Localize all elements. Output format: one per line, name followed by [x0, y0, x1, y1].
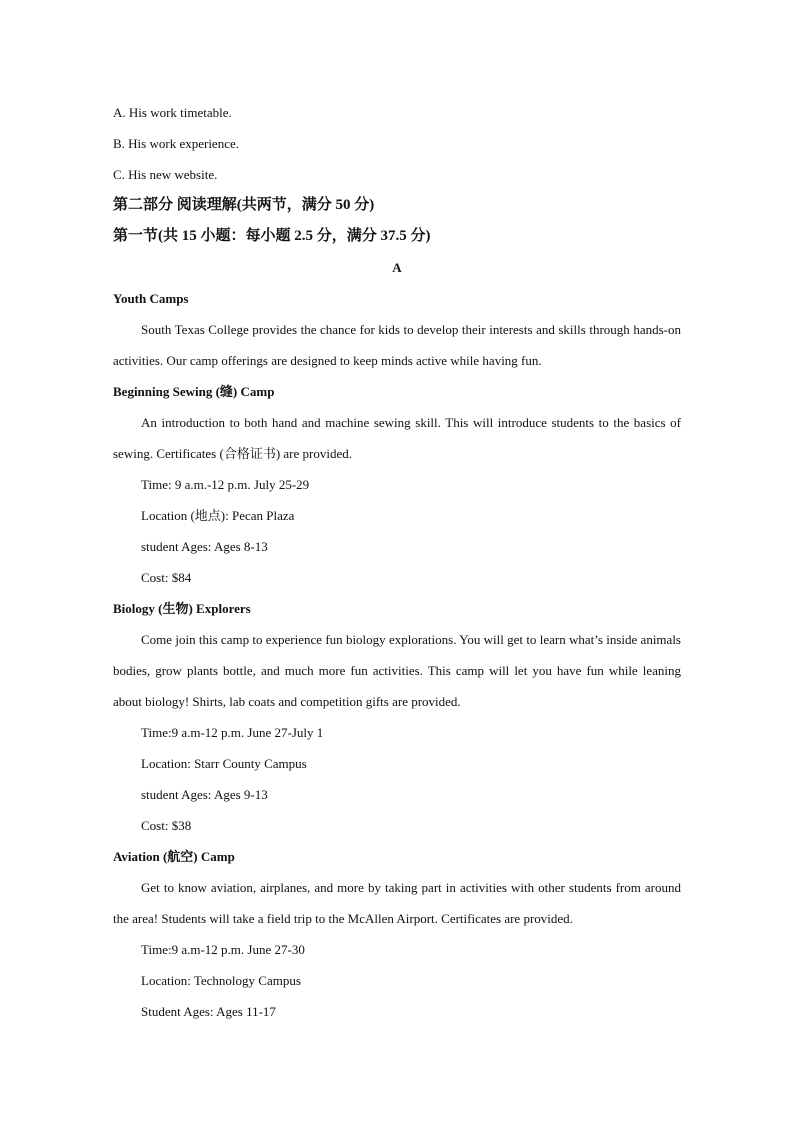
document-page	[113, 97, 681, 1027]
intro-paragraph: South Texas College provides the chance for kids to develop their interests and skills through hands-on activities. Our camp offerings are designed to keep minds active while having fun.	[113, 322, 681, 368]
camp-block-biology	[113, 593, 681, 841]
camp-description: Come join this camp to experience fun biology explorations. You will get to learn what’s inside animals bodies, grow plants bottle, and much more fun activities. This camp will let you have fun while leaning about biology! Shirts, lab coats and competition gifts are provided.	[113, 632, 681, 709]
camp-ages: Student Ages: Ages 11-17	[141, 1004, 276, 1019]
camp-description: Get to know aviation, airplanes, and more by taking part in activities with other students from around the area! Students will take a field trip to the McAllen Airport. Certificates are provided.	[113, 880, 681, 926]
part-title: 第二部分 阅读理解(共两节，满分 50 分)	[113, 197, 375, 213]
passage-heading: Youth Camps	[113, 291, 189, 306]
camp-block-aviation	[113, 841, 681, 1027]
camp-ages: student Ages: Ages 9-13	[141, 787, 268, 802]
camp-block-sewing	[113, 376, 681, 593]
section-title: 第一节(共 15 小题：每小题 2.5 分，满分 37.5 分)	[113, 228, 431, 244]
camp-cost: Cost: $84	[141, 570, 192, 585]
answer-option-b: B. His work experience.	[113, 136, 239, 151]
camp-time: Time:9 a.m-12 p.m. June 27-July 1	[141, 725, 324, 740]
answer-option-c: C. His new website.	[113, 167, 218, 182]
camp-ages: student Ages: Ages 8-13	[141, 539, 268, 554]
camp-title: Biology (生物) Explorers	[113, 601, 251, 616]
camp-title: Beginning Sewing (缝) Camp	[113, 384, 275, 399]
camp-cost: Cost: $38	[141, 818, 192, 833]
answer-option-a: A. His work timetable.	[113, 105, 232, 120]
camp-description: An introduction to both hand and machine sewing skill. This will introduce students to the basics of sewing. Certificates (合格证书) are provided.	[113, 415, 681, 461]
camp-location: Location (地点): Pecan Plaza	[141, 508, 295, 523]
camp-time: Time:9 a.m-12 p.m. June 27-30	[141, 942, 305, 957]
camp-time: Time: 9 a.m.-12 p.m. July 25-29	[141, 477, 310, 492]
camp-location: Location: Technology Campus	[141, 973, 301, 988]
camp-location: Location: Starr County Campus	[141, 756, 307, 771]
passage-letter: A	[392, 260, 402, 275]
camp-title: Aviation (航空) Camp	[113, 849, 235, 864]
